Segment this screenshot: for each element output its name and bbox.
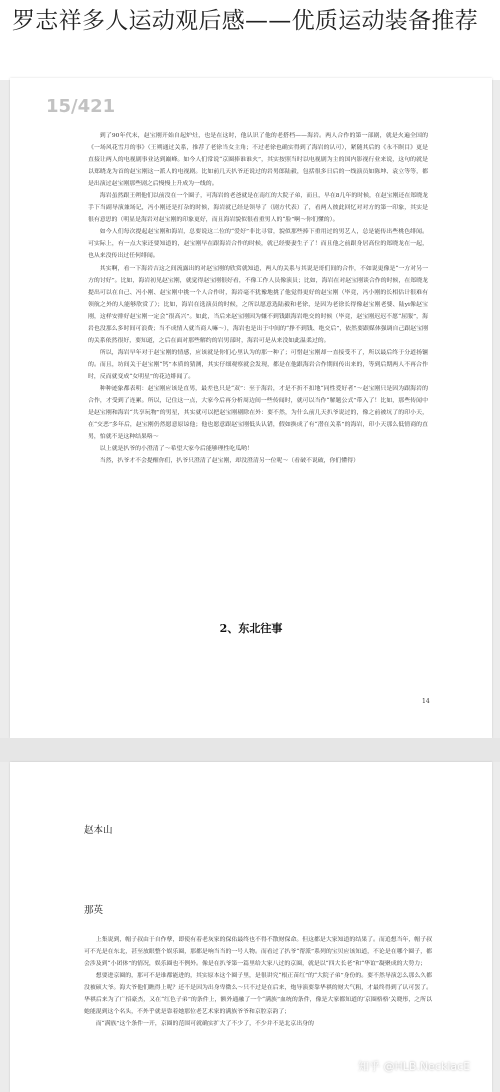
article-header <box>0 0 500 80</box>
section-heading: 2、东北往事 <box>219 622 283 635</box>
page-body-text <box>88 130 428 467</box>
subheading-name: 那英 <box>84 905 104 916</box>
paragraph: 如今人们每次提起赵宝刚和海岩，总要说这二位的“爱好”非比寻常，貌似那些捧下重用过的男艺人，总是能传出些桃色绯闻。可实际上，有一点大家还要知道的，赵宝刚早在跟海岩合作的时候，就已经娶妻生子了！而且他之前跟身居高位的郑晓龙在一起，也从来没传出过任何绯闻。 <box>88 229 428 260</box>
page-body-text <box>84 934 432 1030</box>
paragraph: 以上就是扒爷的小澄清了～希望大家今后能够理性吃瓜哟！ <box>99 446 253 453</box>
document-page-2 <box>10 762 492 1092</box>
page-number: 15/421 <box>46 96 116 117</box>
paragraph: 其实啊，看一下海岩吉这之间流露出的对赵宝刚的欣赏就知道，两人的关系与其说是哥们间的合作，不如说更像是“一方对另一方的讨好”。比如，海岩初见赵宝刚，就觉得赵宝刚很好看，不像工作人员像演员；比如，海岩在对赵宝刚谈合作的时候，在郑晓龙提出可以在自己、冯小刚、赵宝刚中挑一个人合作时，海岩毫不犹豫地挑了他觉得更好的赵宝刚（毕竟，冯小刚的长相估计很难有领航之外的人能够欣赏了）；比如，海岩在选演员的时候，之所以愿意选陆毅和老徐，是因为老徐长得像赵宝刚老婆、陆yi像赵宝刚，这样安排好赵宝刚一定会“很高兴”。如此，当后来赵宝刚因为嫌不到钱跟海岩绝交的时候（毕竟，赵宝刚迟迟不愿“屈服”，海岩也没那么多时间可浪费；当不成情人就当商人嘛～），海岩也是出于中间的“挣不到钱、绝交后”，依然要跟媒体强调自己跟赵宝刚的关系依然很好，要知道，之后在面对那些解约的岩男部时，海岩可是从来没如此温柔过的。 <box>88 265 428 344</box>
page-gap <box>0 738 500 762</box>
article-title: 罗志祥多人运动观后感——优质运动装备推荐 <box>12 8 478 34</box>
paragraph: 所以，海岩早年对于赵宝刚的情感，应该就是你们心里认为的那一种了；可惜赵宝刚却一直接受不了，所以最后终于分道扬镳的。而且，坊间关于赵宝刚“钙”本质的猜测，其实仔细观察就会发现，都是在他跟海岩合作期间传出来的，等到后期两人不再合作时，反而就变成“女明星”的花边绯闻了。 <box>88 349 428 380</box>
paragraph: 上集说到，帽子叔由于自作孽，即使有着老灰家的保佑最终也不得不散财保命。但这都是大家知道的结果了。而追想当年，帽子叔可不光是在东北，甚至放眼整个娱乐圈，那都是响当当的一号人物。而看过了扒爷“帮派”系列的宝贝应该知道，不论是在哪个圈子，都会涉及到“小团体”的情况，娱乐圈也不例外。像是在扒爷第一篇里给大家八过的京圈，就是以“四大长老”和“华谊”凝聚成的大势力； <box>84 937 432 967</box>
paragraph: 种种迹象都表明：赵宝刚应该是直男，最差也只是“双”：至于海岩，才是不折不扣地“同性爱好者”～赵宝刚只是因为跟海岩的合作，才受到了连累。所以，记住这一点，大家今后再分析周边间一些传闻时，就可以当作“解题公式”带入了！比如，那些传闻中是赵宝刚和海岩“共享玩物”的男星，其实就可以把赵宝刚剔除在外：要不然，为什么前几天扒爷说过的，像之前被坑了的印小天，在“交恶”多年后，赵宝刚仍然愿意原谅他；他也愿意跟赵宝刚低头认错，假如换成了有“潜在关系”的海岩，印小天那么低情商的直男，怕就不是这种结果咯～ <box>88 385 428 441</box>
paragraph: 而“满族”这个条件一开，京圈的范围可就确实扩大了不少了，不少并不是北京出身的 <box>95 1021 314 1027</box>
watermark: 知乎 @HLB.NecklacE <box>358 1060 471 1073</box>
paragraph: 当然，扒爷才不会提醒你们，扒爷只澄清了赵宝刚，却没澄清另一位呢～（看破不说破，你们懂得） <box>99 458 359 465</box>
document-page-1 <box>10 78 492 738</box>
subheading-name: 赵本山 <box>84 825 113 836</box>
paragraph: 海岩虽然跟王朔他们以前没在一个圈子，可海岩的老爸就是在南红的大院子弟，而且，早在8几年的时候，在赵宝刚还在郑晓龙手下当副导演兼场记，冯小刚还是打杂的时候，海岩就已经是领导了（剧方代表）了，看两人彼此回忆对对方的第一印象，其实是很有意思的（明显是海岩对赵宝刚的印象更好，而且海岩貌似很看重男人的“脸”啊～你们懂的）。 <box>88 193 428 224</box>
paragraph: 想要进京圈的，那可不是谁都能进的，其实原本这个圈子里，是很讲究“根正苗红”的“大院子弟”身份的。要不然导演怎么那么久都没被硕大爷。海大爷他们瞧得上呢？还不是因为出身卑微么～只不过是在后来，炮导演要靠华祺的财大气粗，才最终得到了认可罢了。华祺后来为了广招豪杰，又在“红色子弟”的条件上，额外通融了一个“满族”血统的条件，像是大家都知道的‘京圈格格’关晓彤，之所以她能混到这个名头，不外乎就是靠着她那位老艺术家的满族爷爷和京腔京韵了； <box>84 973 432 1015</box>
page-folio: 14 <box>422 698 430 705</box>
paragraph: 到了90年代末，赵宝刚开始自起炉灶，也是在这时，他认识了他的老搭档——海岩。两人合作的第一部剧，就是火遍全国的《一场风花雪月的事》（王朔通过关系，推荐了老徐当女主角；不过老徐也确实得到了海岩的认可），紧随其后的《永不瞑目》更是直接让两人的电视剧事业达到巅峰。如今人们常说“京圈捧谁谁火”，其实按照当时以电视剧为主的国内影视行业来说，这句的就是以郑晓龙为首的赵宝刚这一派人的电视剧。比如前几天扒爷还说过的岩男郎陆毅，包括很多日后的一线演员如陈坤、袁立等等，都是出演过赵宝刚那些剧之后慢慢上升成为一线的。 <box>88 133 428 188</box>
